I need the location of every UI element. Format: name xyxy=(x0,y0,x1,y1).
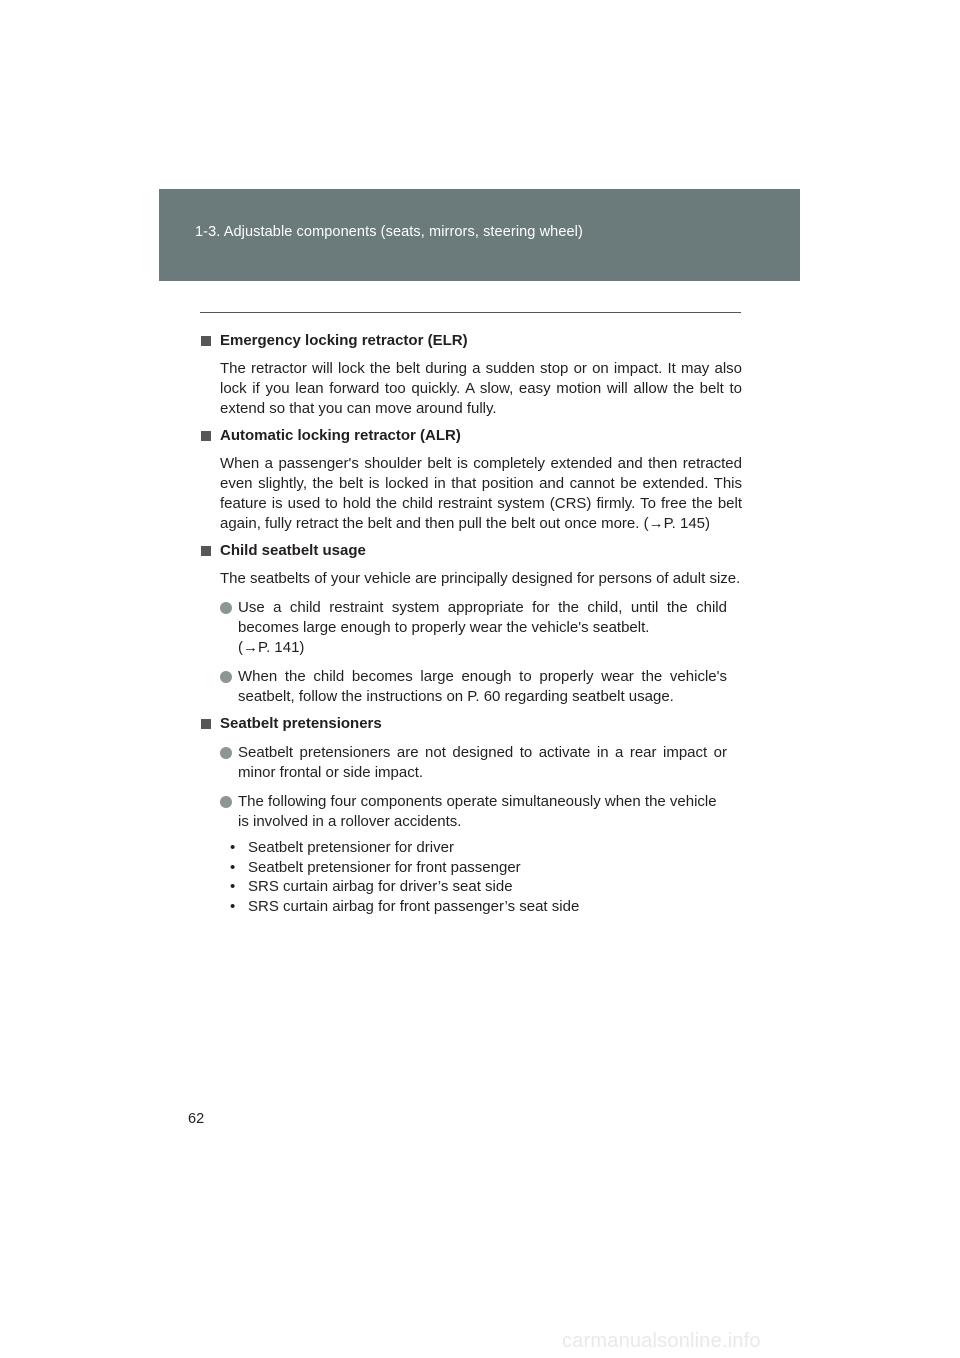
dot-marker-icon: • xyxy=(230,839,236,856)
list-item xyxy=(200,858,742,878)
list-item-text: Seatbelt pretensioner for front passenger xyxy=(248,858,521,876)
heading-text: Emergency locking retractor (ELR) xyxy=(220,332,468,349)
section-heading-alr xyxy=(200,426,742,446)
list-item xyxy=(200,838,742,858)
dot-marker-icon: • xyxy=(230,897,236,915)
round-bullet-icon xyxy=(220,602,232,614)
bullet-text: When the child becomes large enough to properly wear the vehicle's seatbelt, follow the instructions on P. 60 regarding seatbelt usage. xyxy=(238,668,727,705)
bullet-text: Seatbelt pretensioners are not designed to activate in a rear impact or minor frontal or side impact. xyxy=(238,744,727,781)
section-heading-child xyxy=(200,541,742,561)
heading-text: Child seatbelt usage xyxy=(220,542,366,559)
section-heading-pretensioners xyxy=(200,714,742,734)
pretensioner-bullet-1 xyxy=(200,743,742,783)
square-bullet-icon xyxy=(201,546,211,556)
round-bullet-icon xyxy=(220,671,232,683)
page-reference: (→P. 141) xyxy=(238,639,305,656)
component-list xyxy=(200,838,742,916)
elr-paragraph: The retractor will lock the belt during a sudden stop or on impact. It may also lock if you lean forward too quickly. A slow, easy motion will allow the belt to extend so that you can move around fully. xyxy=(220,360,742,417)
square-bullet-icon xyxy=(201,431,211,441)
heading-text: Automatic locking retractor (ALR) xyxy=(220,427,461,444)
child-paragraph: The seatbelts of your vehicle are principally designed for persons of adult size. xyxy=(220,570,741,587)
heading-text: Seatbelt pretensioners xyxy=(220,715,382,732)
watermark: carmanualsonline.info xyxy=(562,1330,761,1352)
list-item-text: SRS curtain airbag for front passenger’s seat side xyxy=(248,897,580,915)
round-bullet-icon xyxy=(220,796,232,808)
list-item-text: Seatbelt pretensioner for driver xyxy=(248,839,454,856)
list-item xyxy=(200,877,742,897)
bullet-text: Use a child restraint system appropriate for the child, until the child becomes large enough to properly wear the vehicle's seatbelt. xyxy=(238,599,727,636)
list-item-text: SRS curtain airbag for driver’s seat side xyxy=(248,878,513,895)
list-item xyxy=(200,897,742,917)
child-bullet-2 xyxy=(200,667,742,707)
dot-marker-icon: • xyxy=(230,878,236,895)
section-divider xyxy=(200,312,741,313)
section-heading-elr xyxy=(200,331,742,351)
alr-paragraph: When a passenger's shoulder belt is completely extended and then retracted even slightly, the belt is locked in that position and cannot be extended. This feature is used to hold the child restraint system (CRS) firmly. To free the belt again, fully retract the belt and then pull the belt out once more. (→P. 145) xyxy=(220,455,742,532)
square-bullet-icon xyxy=(201,719,211,729)
dot-marker-icon: • xyxy=(230,858,236,876)
page-number: 62 xyxy=(188,1111,205,1127)
page-body xyxy=(200,324,742,916)
chapter-title: 1-3. Adjustable components (seats, mirrors, steering wheel) xyxy=(195,224,583,240)
round-bullet-icon xyxy=(220,747,232,759)
bullet-text: The following four components operate simultaneously when the vehicle is involved in a rollover accidents. xyxy=(238,793,717,830)
square-bullet-icon xyxy=(201,336,211,346)
chapter-header-band xyxy=(159,189,800,281)
pretensioner-bullet-2 xyxy=(200,792,742,832)
child-bullet-1 xyxy=(200,598,742,658)
